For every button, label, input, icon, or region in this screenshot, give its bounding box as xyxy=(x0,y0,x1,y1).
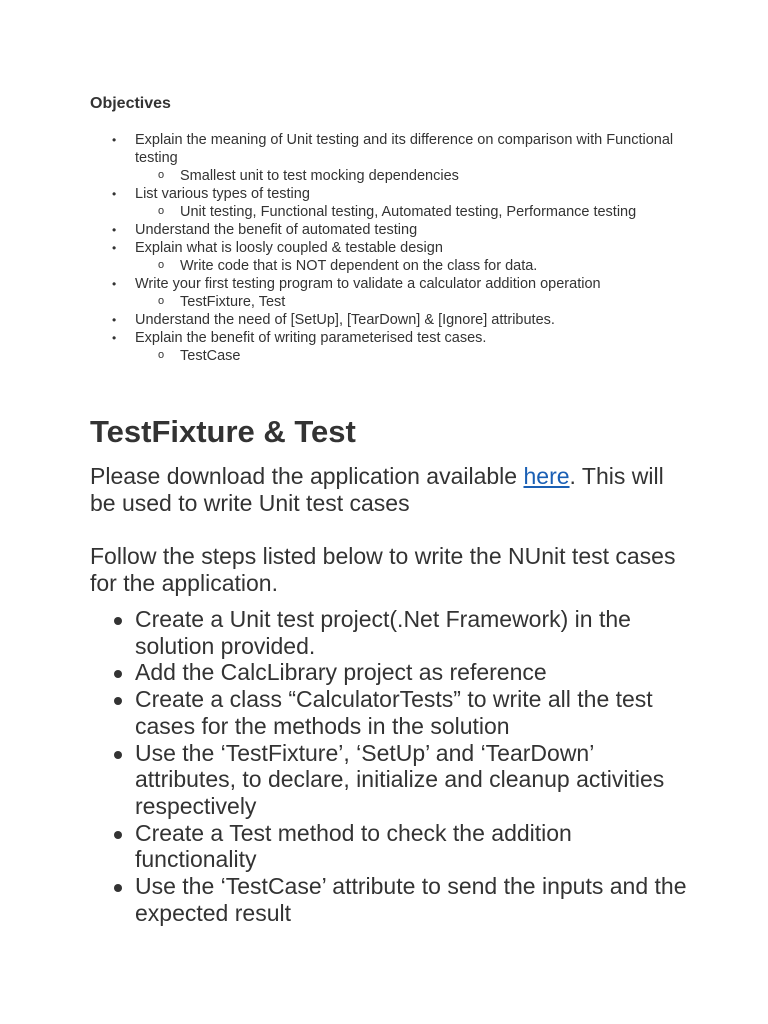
objective-item xyxy=(90,239,690,275)
objective-item xyxy=(90,221,690,239)
objective-text: Write your first testing program to validate a calculator addition operation xyxy=(135,276,601,292)
download-link[interactable]: here xyxy=(523,463,570,489)
objective-sub-item: o Unit testing, Functional testing, Automated testing, Performance testing xyxy=(135,203,690,221)
objective-sub-list xyxy=(135,167,690,185)
objective-text: Explain the meaning of Unit testing and its difference on comparison with Functional testing xyxy=(135,132,674,166)
objective-text: List various types of testing xyxy=(135,186,310,202)
download-paragraph xyxy=(90,463,680,517)
section-title: TestFixture & Test xyxy=(90,414,356,449)
objective-sub-list xyxy=(135,347,690,365)
step-item: Use the ‘TestCase’ attribute to send the inputs and the expected result xyxy=(90,873,690,926)
step-item: Create a Test method to check the addition functionality xyxy=(90,820,690,873)
objective-item xyxy=(90,185,690,221)
step-item: Add the CalcLibrary project as reference xyxy=(90,659,690,686)
step-item: Use the ‘TestFixture’, ‘SetUp’ and ‘TearDown’ attributes, to declare, initialize and cleanup activities respectively xyxy=(90,740,690,820)
objective-sub-list xyxy=(135,293,690,311)
objective-item xyxy=(90,329,690,365)
objective-sub-list xyxy=(135,257,690,275)
objective-sub-item: o TestCase xyxy=(135,347,690,365)
steps-intro: Follow the steps listed below to write the NUnit test cases for the application. xyxy=(90,543,676,596)
objectives-heading: Objectives xyxy=(90,95,171,112)
objective-item xyxy=(90,275,690,311)
objective-sub-item: o Write code that is NOT dependent on the class for data. xyxy=(135,257,690,275)
steps-list xyxy=(90,606,690,926)
objective-item xyxy=(90,131,690,185)
objective-sub-item: o TestFixture, Test xyxy=(135,293,690,311)
objective-sub-item: o Smallest unit to test mocking dependencies xyxy=(135,167,690,185)
objective-item xyxy=(90,311,690,329)
step-item: Create a class “CalculatorTests” to write all the test cases for the methods in the solution xyxy=(90,686,690,739)
objective-sub-list xyxy=(135,203,690,221)
objective-text: Understand the benefit of automated testing xyxy=(135,222,418,238)
objectives-list xyxy=(90,131,690,365)
objective-text: Understand the need of [SetUp], [TearDown] & [Ignore] attributes. xyxy=(135,312,555,328)
download-text-after: . This will be used to write Unit test cases xyxy=(90,463,664,516)
download-text-before: Please download the application available xyxy=(90,463,524,489)
objective-text: Explain the benefit of writing parameterised test cases. xyxy=(135,330,487,346)
step-item: Create a Unit test project(.Net Framework) in the solution provided. xyxy=(90,606,690,659)
objective-text: Explain what is loosly coupled & testable design xyxy=(135,240,443,256)
